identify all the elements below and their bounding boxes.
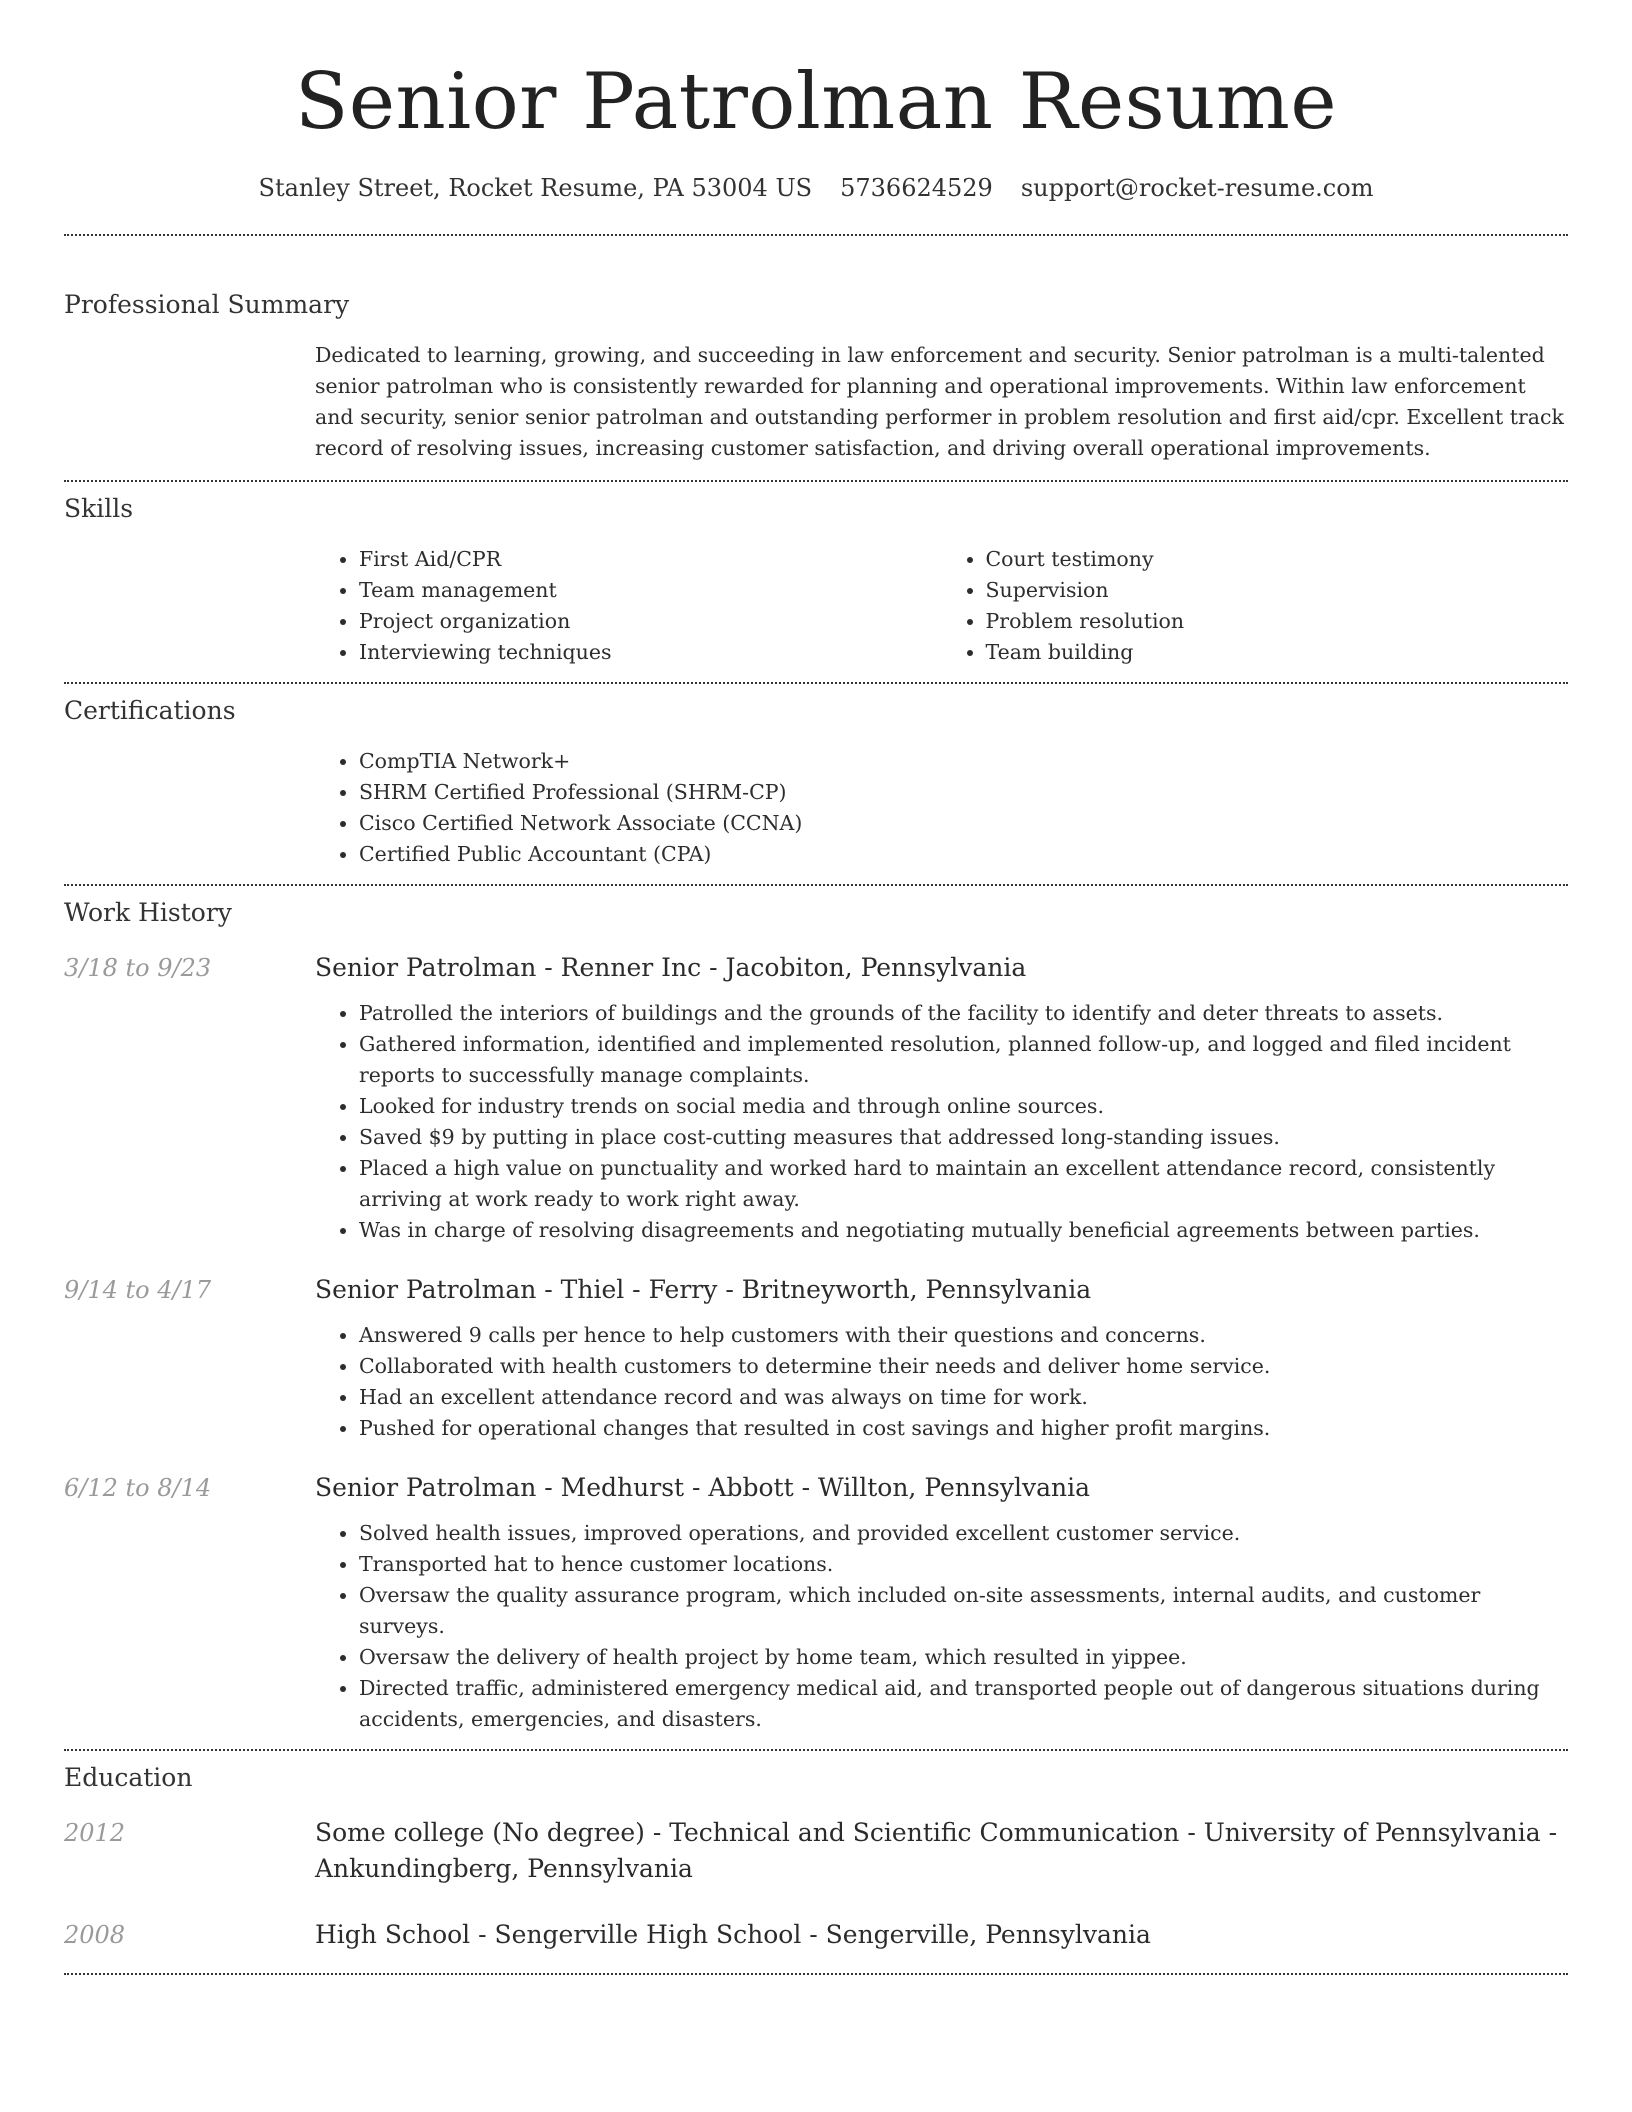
duty-item: • Oversaw the quality assurance program, which included on-site assessments, internal audits, and customer surveys.: [359, 1580, 1568, 1642]
job-dates: 6/12 to 8/14: [64, 1474, 212, 1502]
skill-item: • Project organization: [359, 606, 942, 637]
job-entry: [64, 1272, 1568, 1444]
education-title: High School - Sengerville High School - Sengerville, Pennsylvania: [315, 1920, 1151, 1949]
education-year: 2008: [64, 1921, 126, 1949]
duty-item: • Saved $9 by putting in place cost-cutting measures that addressed long-standing issues.: [359, 1122, 1568, 1153]
education-year: 2012: [64, 1819, 126, 1847]
education-entry: [64, 1815, 1568, 1887]
duty-item: • Looked for industry trends on social media and through online sources.: [359, 1091, 1568, 1122]
resume-title: Senior Patrolman Resume: [294, 57, 1338, 147]
education-section: [64, 1751, 1568, 1953]
work-history-section: [64, 886, 1568, 1735]
section-title-summary: Professional Summary: [64, 290, 350, 319]
duty-item: • Directed traffic, administered emergency medical aid, and transported people out of dangerous situations during accidents, emergencies, and disasters.: [359, 1673, 1568, 1735]
job-entry: [64, 1470, 1568, 1735]
contact-email: support@rocket-resume.com: [1020, 174, 1374, 202]
summary-text: Dedicated to learning, growing, and succeeding in law enforcement and security. Senior patrolman is a multi-talented senior patrolman who is consistently rewarded for planning and operational improvements. Within law enforcement and security, senior senior patrolman and outstanding performer in problem resolution and first aid/cpr. Excellent track record of resolving issues, increasing customer satisfaction, and driving overall operational improvements.: [315, 343, 1564, 460]
job-title: Senior Patrolman - Medhurst - Abbott - Willton, Pennsylvania: [315, 1473, 1090, 1502]
skill-item: • Team management: [359, 575, 942, 606]
job-dates: 3/18 to 9/23: [64, 954, 212, 982]
contact-address: Stanley Street, Rocket Resume, PA 53004 US: [258, 174, 813, 202]
section-title-work-history: Work History: [64, 898, 232, 927]
certification-item: • Certified Public Accountant (CPA): [359, 839, 1568, 870]
certifications-list: [315, 746, 1568, 870]
duty-item: • Pushed for operational changes that resulted in cost savings and higher profit margins.: [359, 1413, 1568, 1444]
skill-item: • Supervision: [986, 575, 1569, 606]
job-entry: [64, 950, 1568, 1246]
skills-list-right: [942, 544, 1569, 668]
duty-item: • Had an excellent attendance record and was always on time for work.: [359, 1382, 1568, 1413]
job-dates: 9/14 to 4/17: [64, 1276, 212, 1304]
certification-item: • CompTIA Network+: [359, 746, 1568, 777]
job-title: Senior Patrolman - Thiel - Ferry - Britneyworth, Pennsylvania: [315, 1275, 1092, 1304]
education-title: Some college (No degree) - Technical and Scientific Communication - University of Pennsylvania - Ankundingberg, Pennsylvania: [315, 1818, 1558, 1883]
divider: [64, 1973, 1568, 1975]
duty-item: • Was in charge of resolving disagreements and negotiating mutually beneficial agreements between parties.: [359, 1215, 1568, 1246]
skills-section: [64, 482, 1568, 668]
skills-list-left: [315, 544, 942, 668]
section-title-education: Education: [64, 1763, 193, 1792]
skill-item: • Problem resolution: [986, 606, 1569, 637]
duty-item: • Patrolled the interiors of buildings and the grounds of the facility to identify and deter threats to assets.: [359, 998, 1568, 1029]
skill-item: • Interviewing techniques: [359, 637, 942, 668]
certification-item: • SHRM Certified Professional (SHRM-CP): [359, 777, 1568, 808]
job-duties: [315, 1518, 1568, 1735]
duty-item: • Transported hat to hence customer locations.: [359, 1549, 1568, 1580]
duty-item: • Oversaw the delivery of health project by home team, which resulted in yippee.: [359, 1642, 1568, 1673]
duty-item: • Answered 9 calls per hence to help customers with their questions and concerns.: [359, 1320, 1568, 1351]
contact-line: [64, 172, 1568, 204]
certification-item: • Cisco Certified Network Associate (CCNA): [359, 808, 1568, 839]
duty-item: • Collaborated with health customers to determine their needs and deliver home service.: [359, 1351, 1568, 1382]
skill-item: • First Aid/CPR: [359, 544, 942, 575]
duty-item: • Gathered information, identified and implemented resolution, planned follow-up, and logged and filed incident reports to successfully manage complaints.: [359, 1029, 1568, 1091]
skill-item: • Court testimony: [986, 544, 1569, 575]
duty-item: • Placed a high value on punctuality and worked hard to maintain an excellent attendance record, consistently arriving at work ready to work right away.: [359, 1153, 1568, 1215]
skill-item: • Team building: [986, 637, 1569, 668]
section-title-certifications: Certifications: [64, 696, 236, 725]
certifications-section: [64, 684, 1568, 870]
job-duties: [315, 998, 1568, 1246]
contact-phone: 5736624529: [840, 174, 993, 202]
duty-item: • Solved health issues, improved operations, and provided excellent customer service.: [359, 1518, 1568, 1549]
job-duties: [315, 1320, 1568, 1444]
education-entry: [64, 1917, 1568, 1953]
summary-section: [64, 236, 1568, 464]
section-title-skills: Skills: [64, 494, 134, 523]
job-title: Senior Patrolman - Renner Inc - Jacobiton, Pennsylvania: [315, 953, 1027, 982]
